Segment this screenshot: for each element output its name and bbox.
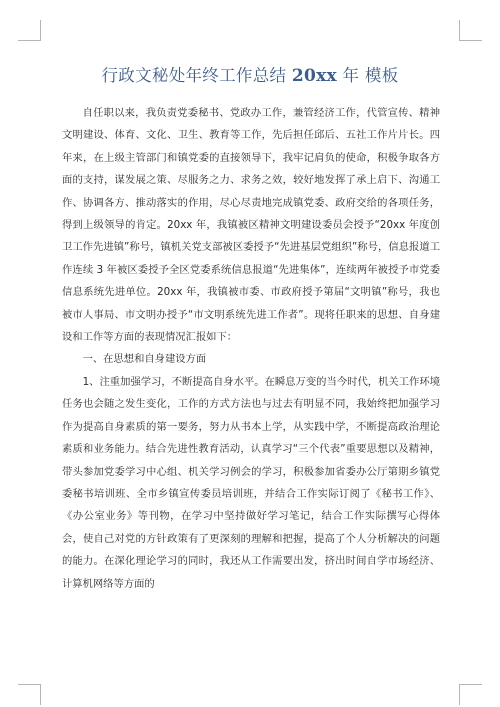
title-suffix: 年 模板: [337, 66, 399, 85]
section-heading: 一、在思想和自身建设方面: [82, 353, 207, 366]
crop-mark-top-left: [40, 20, 41, 41]
crop-mark-top-right: [459, 20, 460, 41]
document-body: [62, 102, 440, 595]
paragraph-study: 1、注重加强学习，不断提高自身水平。在瞬息万变的当今时代，机关工作环境任务也会随之发生变化，工作的方式方法也与过去有明显不同，我始终把加强学习作为提高自身素质的第一要务，努力从书本上学，从实践中学，不断提高政治理论素质和业务能力。结合先进性教育活动，认真学习“三个代表”重要思想以及精神，带头参加党委学习中心组、机关学习例会的学习，积极参加省委办公厅第期乡镇党委秘书培训班、全市乡镇宣传委员培训班，并结合工作实际订阅了《秘书工作》、《办公室业务》等刊物，在学习中坚持做好学习笔记，结合工作实际撰写心得体会，使自己对党的方针政策有了更深刻的理解和把握，提高了个人分析解决的问题的能力。在深化理论学习的同时，我还从工作需要出发，挤出时间自学市场经济、计算机网络等方面的: [62, 375, 440, 590]
crop-mark-bottom-left: [18, 684, 40, 685]
crop-mark-top-right: [460, 40, 482, 41]
document-title: [0, 62, 500, 86]
title-prefix: 行政文秘处年终工作总结: [101, 66, 292, 85]
paragraph-intro: 自任职以来，我负责党委秘书、党政办工作，兼管经济工作，代管宣传、精神文明建设、体育、文化、卫生、教育等工作，先后担任邱后、五社工作片片长。四年来，在上级主管部门和镇党委的直接领导下，我牢记肩负的使命，积极争取各方面的支持，谋发展之策、尽服务之力、求务之效，较好地发挥了承上启下、沟通工作、协调各方、推动落实的作用，尽心尽责地完成镇党委、政府交给的各项任务，得到上级领导的肯定。20xx 年，我镇被区精神文明建设委员会授予“20xx 年度创卫工作先进镇”称号，镇机关党支部被区委授予“先进基层党组织”称号，信息报道工作连续 3 年被区委授予全区党委系统信息报道“先进集体”，连续两年被授予市党委信息系统先进单位。20xx 年，我镇被市委、市政府授予第届“文明镇”称号，我也被市人事局、市文明办授予“市文明系统先进工作者”。现将任职来的思想、自身建设和工作等方面的表现情况汇报如下：: [62, 107, 440, 344]
title-year: 20xx: [291, 66, 337, 86]
crop-mark-top-left: [18, 40, 40, 41]
crop-mark-bottom-left: [40, 684, 41, 705]
crop-mark-bottom-right: [460, 684, 482, 685]
crop-mark-bottom-right: [459, 684, 460, 705]
